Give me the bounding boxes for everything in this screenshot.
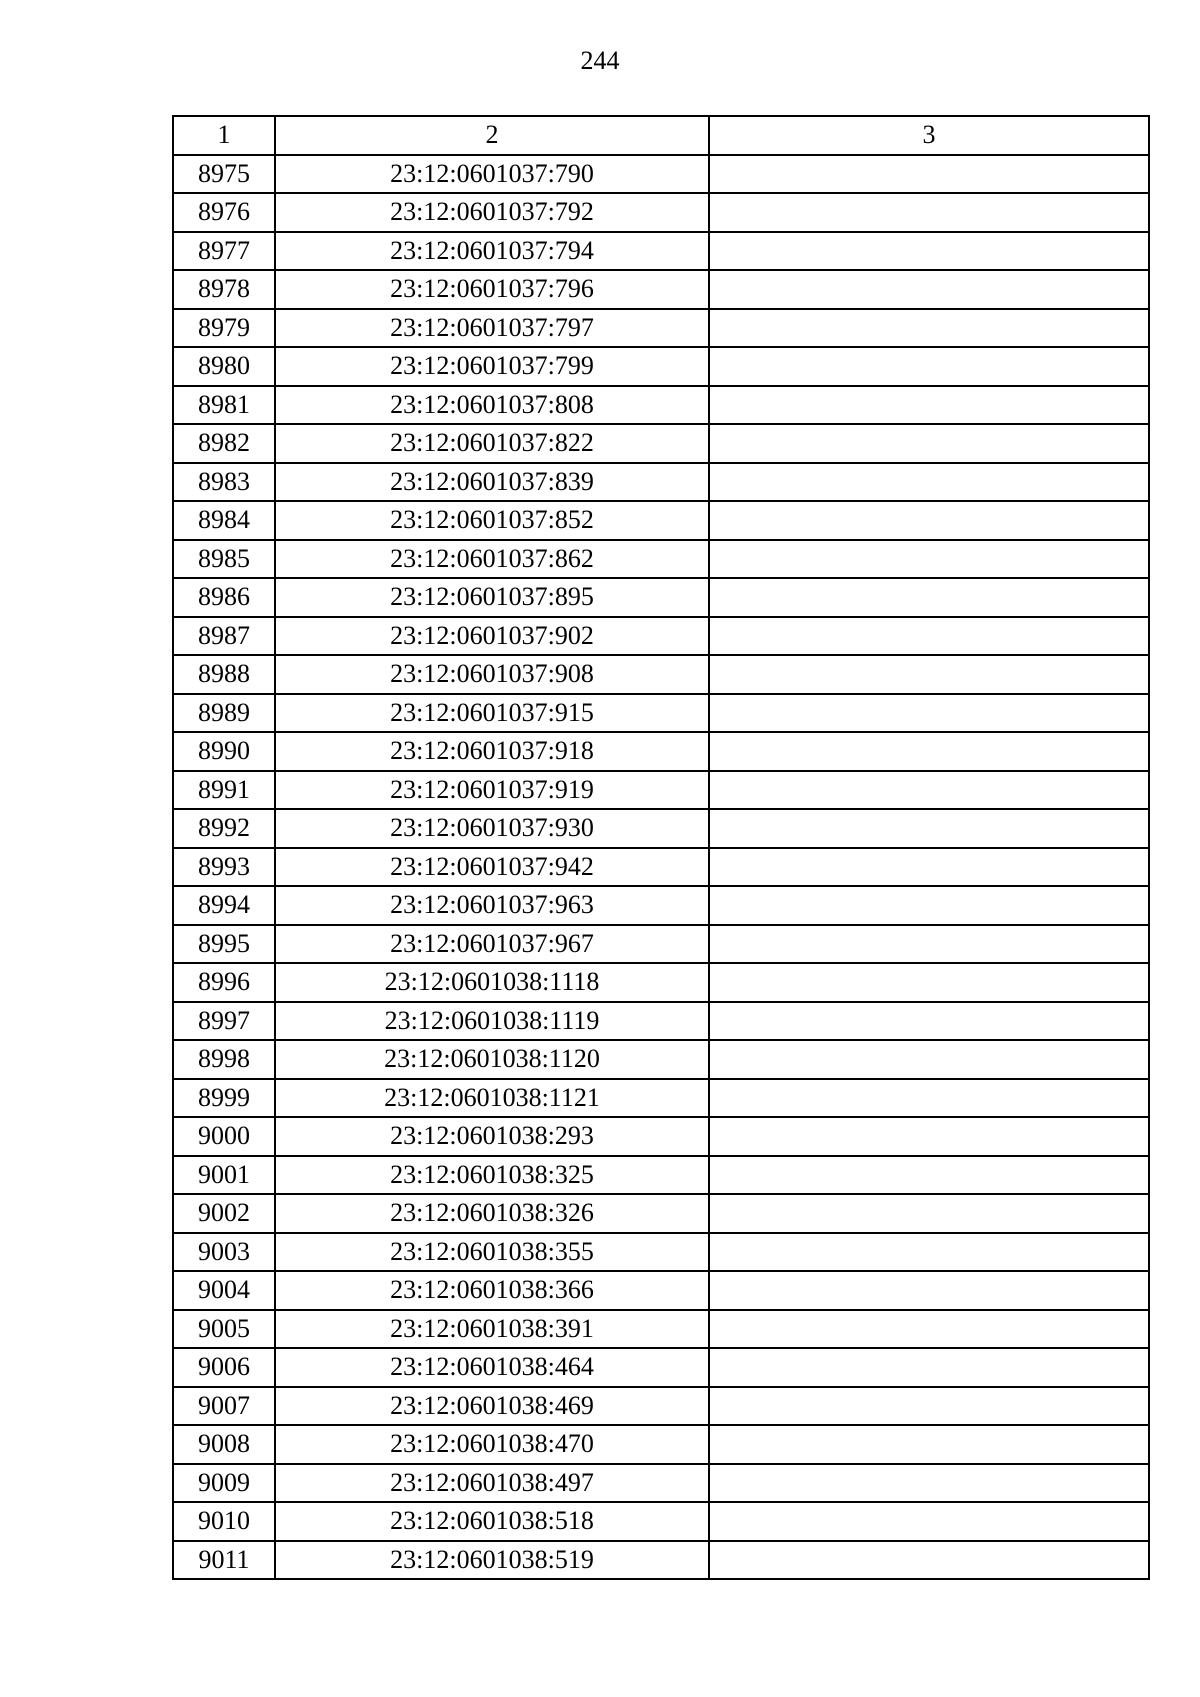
cadastral-number-cell: 23:12:0601037:852 <box>275 501 709 540</box>
table-row <box>173 193 1149 232</box>
row-number-cell: 8993 <box>173 848 275 887</box>
table-row <box>173 1040 1149 1079</box>
cadastral-number-cell: 23:12:0601037:919 <box>275 771 709 810</box>
table-row <box>173 1348 1149 1387</box>
row-number-cell: 8976 <box>173 193 275 232</box>
row-number-cell: 8986 <box>173 578 275 617</box>
cadastral-number-cell: 23:12:0601037:908 <box>275 655 709 694</box>
cadastral-number-cell: 23:12:0601038:326 <box>275 1194 709 1233</box>
cadastral-number-cell: 23:12:0601037:790 <box>275 155 709 194</box>
note-cell <box>709 925 1149 964</box>
table-body <box>173 155 1149 1580</box>
cadastral-number-cell: 23:12:0601037:792 <box>275 193 709 232</box>
table-row <box>173 347 1149 386</box>
table-row <box>173 501 1149 540</box>
table-row <box>173 309 1149 348</box>
header-row <box>173 116 1149 155</box>
cadastral-number-cell: 23:12:0601038:293 <box>275 1117 709 1156</box>
row-number-cell: 9011 <box>173 1541 275 1580</box>
table-row <box>173 886 1149 925</box>
cadastral-number-cell: 23:12:0601038:497 <box>275 1464 709 1503</box>
note-cell <box>709 501 1149 540</box>
note-cell <box>709 1464 1149 1503</box>
row-number-cell: 8978 <box>173 270 275 309</box>
note-cell <box>709 1541 1149 1580</box>
note-cell <box>709 655 1149 694</box>
table-row <box>173 424 1149 463</box>
row-number-cell: 8983 <box>173 463 275 502</box>
note-cell <box>709 1040 1149 1079</box>
note-cell <box>709 1425 1149 1464</box>
note-cell <box>709 386 1149 425</box>
note-cell <box>709 1156 1149 1195</box>
cadastral-number-cell: 23:12:0601037:930 <box>275 809 709 848</box>
note-cell <box>709 848 1149 887</box>
row-number-cell: 8999 <box>173 1079 275 1118</box>
note-cell <box>709 1117 1149 1156</box>
note-cell <box>709 463 1149 502</box>
cadastral-number-cell: 23:12:0601037:942 <box>275 848 709 887</box>
cadastral-number-cell: 23:12:0601037:967 <box>275 925 709 964</box>
note-cell <box>709 155 1149 194</box>
note-cell <box>709 270 1149 309</box>
cadastral-number-cell: 23:12:0601037:799 <box>275 347 709 386</box>
table-row <box>173 1502 1149 1541</box>
header-cell-col-1: 1 <box>173 116 275 155</box>
table-row <box>173 463 1149 502</box>
table-row <box>173 809 1149 848</box>
table-row <box>173 1310 1149 1349</box>
cadastral-number-cell: 23:12:0601037:963 <box>275 886 709 925</box>
cadastral-number-cell: 23:12:0601038:325 <box>275 1156 709 1195</box>
row-number-cell: 9009 <box>173 1464 275 1503</box>
cadastral-number-cell: 23:12:0601038:1120 <box>275 1040 709 1079</box>
cadastral-number-cell: 23:12:0601037:808 <box>275 386 709 425</box>
cadastral-number-cell: 23:12:0601037:822 <box>275 424 709 463</box>
row-number-cell: 8991 <box>173 771 275 810</box>
note-cell <box>709 347 1149 386</box>
row-number-cell: 8984 <box>173 501 275 540</box>
cadastral-number-cell: 23:12:0601037:895 <box>275 578 709 617</box>
note-cell <box>709 1310 1149 1349</box>
note-cell <box>709 732 1149 771</box>
note-cell <box>709 963 1149 1002</box>
table-row <box>173 386 1149 425</box>
table-row <box>173 540 1149 579</box>
row-number-cell: 9010 <box>173 1502 275 1541</box>
table-row <box>173 617 1149 656</box>
cadastral-number-cell: 23:12:0601038:464 <box>275 1348 709 1387</box>
row-number-cell: 9005 <box>173 1310 275 1349</box>
table-row <box>173 925 1149 964</box>
table-row <box>173 270 1149 309</box>
table-row <box>173 1002 1149 1041</box>
cadastral-number-cell: 23:12:0601038:1119 <box>275 1002 709 1041</box>
cadastral-number-cell: 23:12:0601038:470 <box>275 1425 709 1464</box>
note-cell <box>709 578 1149 617</box>
cadastral-number-cell: 23:12:0601037:796 <box>275 270 709 309</box>
cadastral-number-cell: 23:12:0601037:797 <box>275 309 709 348</box>
table-row <box>173 1541 1149 1580</box>
note-cell <box>709 1271 1149 1310</box>
note-cell <box>709 1387 1149 1426</box>
row-number-cell: 9001 <box>173 1156 275 1195</box>
cadastral-number-cell: 23:12:0601037:902 <box>275 617 709 656</box>
table-row <box>173 694 1149 733</box>
row-number-cell: 8994 <box>173 886 275 925</box>
cadastral-number-cell: 23:12:0601038:366 <box>275 1271 709 1310</box>
table-row <box>173 1117 1149 1156</box>
row-number-cell: 9006 <box>173 1348 275 1387</box>
header-cell-col-2: 2 <box>275 116 709 155</box>
cadastral-table <box>172 115 1150 1580</box>
row-number-cell: 9000 <box>173 1117 275 1156</box>
header-cell-col-3: 3 <box>709 116 1149 155</box>
table-row <box>173 732 1149 771</box>
table-header <box>173 116 1149 155</box>
note-cell <box>709 1079 1149 1118</box>
row-number-cell: 8985 <box>173 540 275 579</box>
note-cell <box>709 193 1149 232</box>
note-cell <box>709 540 1149 579</box>
note-cell <box>709 1502 1149 1541</box>
row-number-cell: 8980 <box>173 347 275 386</box>
cadastral-number-cell: 23:12:0601038:355 <box>275 1233 709 1272</box>
note-cell <box>709 809 1149 848</box>
table-row <box>173 963 1149 1002</box>
row-number-cell: 8979 <box>173 309 275 348</box>
note-cell <box>709 232 1149 271</box>
table-row <box>173 155 1149 194</box>
cadastral-number-cell: 23:12:0601037:839 <box>275 463 709 502</box>
table-row <box>173 1464 1149 1503</box>
cadastral-number-cell: 23:12:0601038:1121 <box>275 1079 709 1118</box>
cadastral-number-cell: 23:12:0601037:862 <box>275 540 709 579</box>
table-row <box>173 1425 1149 1464</box>
row-number-cell: 8997 <box>173 1002 275 1041</box>
note-cell <box>709 886 1149 925</box>
row-number-cell: 8977 <box>173 232 275 271</box>
table-row <box>173 1156 1149 1195</box>
table-row <box>173 1233 1149 1272</box>
note-cell <box>709 1233 1149 1272</box>
table-row <box>173 771 1149 810</box>
note-cell <box>709 309 1149 348</box>
table-row <box>173 1387 1149 1426</box>
note-cell <box>709 424 1149 463</box>
note-cell <box>709 1194 1149 1233</box>
table-row <box>173 578 1149 617</box>
row-number-cell: 8998 <box>173 1040 275 1079</box>
row-number-cell: 8975 <box>173 155 275 194</box>
row-number-cell: 9003 <box>173 1233 275 1272</box>
table-row <box>173 1079 1149 1118</box>
row-number-cell: 8988 <box>173 655 275 694</box>
cadastral-number-cell: 23:12:0601037:794 <box>275 232 709 271</box>
table-row <box>173 1194 1149 1233</box>
note-cell <box>709 694 1149 733</box>
cadastral-number-cell: 23:12:0601038:391 <box>275 1310 709 1349</box>
cadastral-number-cell: 23:12:0601037:918 <box>275 732 709 771</box>
table-row <box>173 848 1149 887</box>
page-number: 244 <box>580 46 620 75</box>
row-number-cell: 8989 <box>173 694 275 733</box>
cadastral-number-cell: 23:12:0601037:915 <box>275 694 709 733</box>
row-number-cell: 9008 <box>173 1425 275 1464</box>
table-row <box>173 232 1149 271</box>
note-cell <box>709 1348 1149 1387</box>
row-number-cell: 8982 <box>173 424 275 463</box>
row-number-cell: 8981 <box>173 386 275 425</box>
note-cell <box>709 617 1149 656</box>
row-number-cell: 8990 <box>173 732 275 771</box>
table-row <box>173 655 1149 694</box>
cadastral-number-cell: 23:12:0601038:1118 <box>275 963 709 1002</box>
row-number-cell: 8992 <box>173 809 275 848</box>
cadastral-number-cell: 23:12:0601038:518 <box>275 1502 709 1541</box>
row-number-cell: 9007 <box>173 1387 275 1426</box>
note-cell <box>709 771 1149 810</box>
row-number-cell: 9004 <box>173 1271 275 1310</box>
row-number-cell: 9002 <box>173 1194 275 1233</box>
table-row <box>173 1271 1149 1310</box>
row-number-cell: 8996 <box>173 963 275 1002</box>
cadastral-number-cell: 23:12:0601038:469 <box>275 1387 709 1426</box>
row-number-cell: 8987 <box>173 617 275 656</box>
note-cell <box>709 1002 1149 1041</box>
cadastral-number-cell: 23:12:0601038:519 <box>275 1541 709 1580</box>
row-number-cell: 8995 <box>173 925 275 964</box>
